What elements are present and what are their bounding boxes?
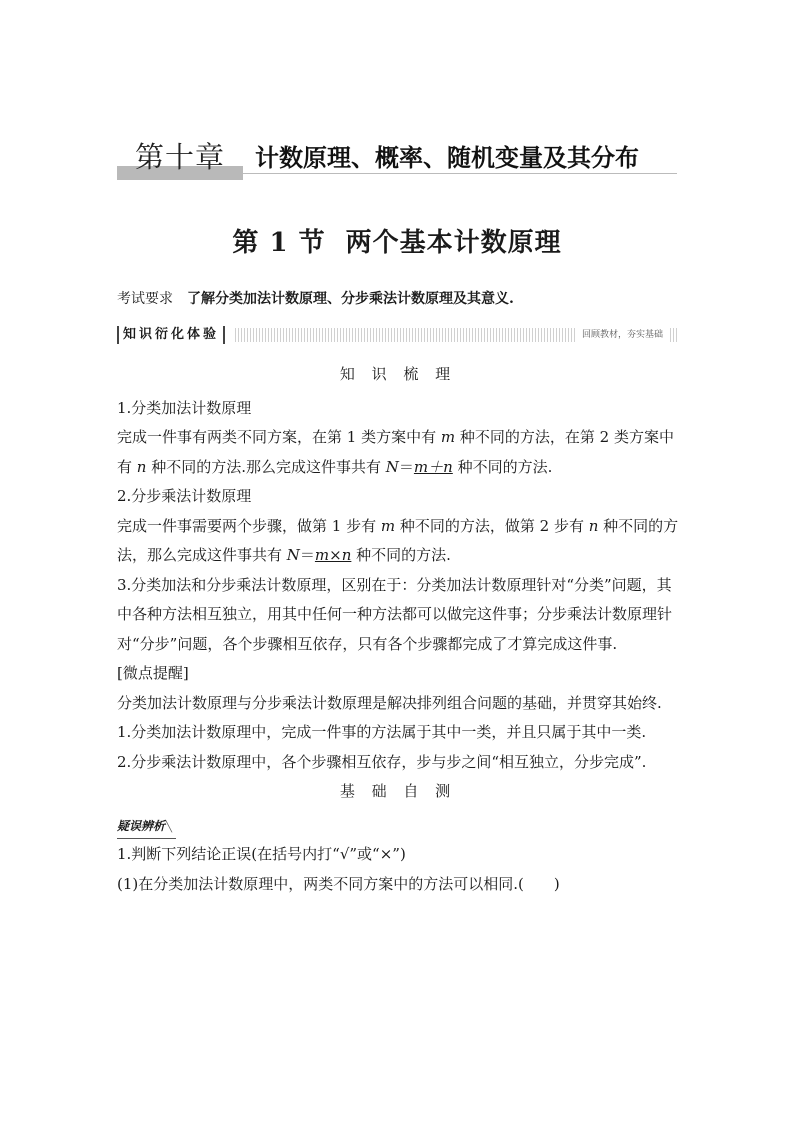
text-run: 种不同的方法. [351, 546, 451, 564]
exam-requirement [117, 288, 514, 310]
item3-text: 3.分类加法和分步乘法计数原理，区别在于：分类加法计数原理针对“分类”问题，其中各种方法相互独立，用其中任何一种方法都可以做完这件事；分步乘法计数原理针对“分步”问题，各个步骤相互依存，只有各个步骤都完成了才算完成这件事. [117, 575, 673, 653]
formula-eq: ＝ [299, 546, 315, 564]
section-name: 两个基本计数原理 [345, 228, 562, 258]
text-run: 种不同的方法.那么完成这件事共有 [146, 457, 386, 476]
banner-right-text: 回顾教材，夯实基础 [576, 328, 669, 342]
var-m: m [440, 428, 456, 446]
chapter-title: 计数原理、概率、随机变量及其分布 [255, 143, 639, 172]
selftest-sub [117, 811, 679, 841]
item2-text [117, 512, 679, 571]
tip-intro: 分类加法计数原理与分步乘法计数原理是解决排列组合问题的基础，并贯穿其始终. [117, 693, 662, 712]
chapter-label: 第十章 [135, 140, 226, 174]
chapter-rule [243, 173, 677, 174]
formula-eq: ＝ [398, 457, 414, 476]
text-run: 种不同的方法. [452, 457, 553, 476]
question-1-1: (1)在分类加法计数原理中，两类不同方案中的方法可以相同.( ) [117, 874, 560, 893]
requirement-text: 了解分类加法计数原理、分步乘法计数原理及其意义. [187, 291, 514, 307]
formula1-answer: m＋n [413, 457, 453, 476]
text-run: 种不同的方法，做第 2 步有 [395, 516, 589, 535]
section-banner [117, 326, 677, 344]
formula2-answer: m×n [314, 546, 352, 564]
formula-lhs: N [385, 457, 399, 476]
tip-1: 1.分类加法计数原理中，完成一件事的方法属于其中一类，并且只属于其中一类. [117, 723, 647, 741]
chapter-header [117, 138, 677, 182]
section-number: 第 1 节 [232, 228, 326, 258]
item1-text [117, 423, 679, 482]
formula-lhs: N [286, 546, 300, 564]
sub-label: 疑误辨析 ╲ [117, 816, 176, 839]
question-1: 1.判断下列结论正误(在括号内打“√”或“×”) [117, 845, 406, 863]
var-n: n [588, 516, 599, 535]
var-m: m [380, 516, 396, 535]
main-content [117, 360, 679, 899]
text-run: 完成一件事需要两个步骤，做第 1 步有 [117, 516, 381, 535]
item2-title: 2.分步乘法计数原理 [117, 487, 252, 505]
knowledge-heading: 知 识 梳 理 [339, 365, 457, 383]
tip-2: 2.分步乘法计数原理中，各个步骤相互依存，步与步之间“相互独立，分步完成”. [117, 752, 647, 771]
var-n: n [136, 457, 147, 476]
section-title [0, 222, 794, 259]
banner-label: 知识衍化体验 [117, 326, 225, 344]
text-run: 完成一件事有两类不同方案，在第 1 类方案中有 [117, 428, 441, 446]
item1-title: 1.分类加法计数原理 [117, 398, 252, 417]
text-run: 种不同的方法，那么完成这件事共有 [117, 516, 679, 564]
tip-label: [微点提醒] [117, 664, 189, 682]
requirement-label: 考试要求 [117, 291, 173, 307]
text-run: 种不同的方法，在第 2 类方案中有 [117, 428, 674, 476]
selftest-heading: 基 础 自 测 [339, 782, 457, 800]
